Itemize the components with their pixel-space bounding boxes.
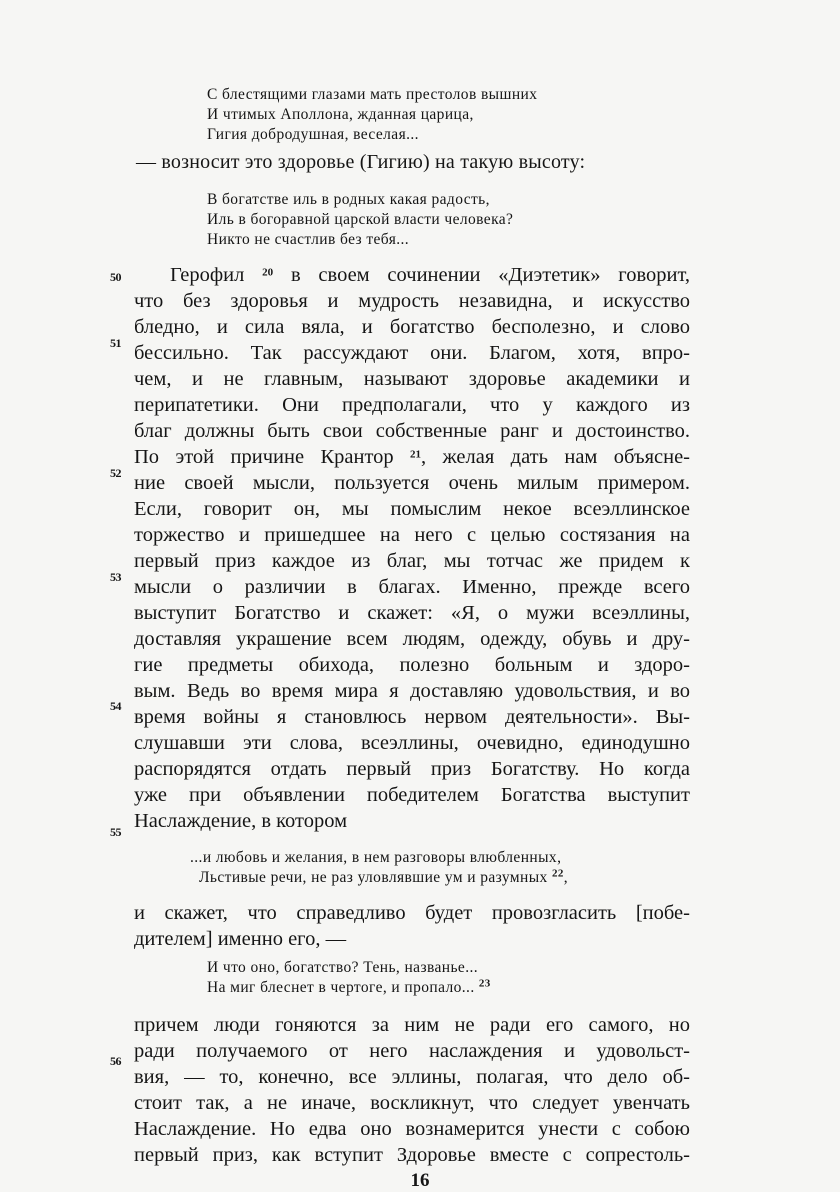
text-line: чем, и не главным, называют здоровье академики и [134, 368, 690, 390]
text-line: Наслаждение. Но едва оно вознамерится унести с собою [134, 1118, 690, 1140]
text-line: причем люди гоняются за ним не ради его самого, но [134, 1014, 690, 1036]
text-line: мысли о различии в благах. Именно, прежде всего [134, 576, 690, 598]
text-line: и скажет, что справедливо будет провозгласить [побе- [134, 902, 690, 924]
text-line: доставляя украшение всем людям, одежду, обувь и дру- [134, 628, 690, 650]
text-line: Если, говорит он, мы помыслим некое всеэллинское [134, 498, 690, 520]
verse-block-4 [207, 958, 491, 998]
margin-number: 52 [110, 466, 121, 480]
intro-line: — возносит это здоровье (Гигию) на такую высоту: [136, 151, 586, 173]
text-line: ние своей мысли, пользуется очень милым примером. [134, 472, 690, 494]
text-line: что без здоровья и мудрость незавидна, и искусство [134, 290, 690, 312]
verse-line: На миг блеснет в чертоге, и пропало... $^{23}$ [207, 977, 491, 996]
text-line: По этой причине Крантор $^{21}$, желая дать нам объясне- [134, 446, 690, 468]
footnote-ref: 23 [478, 977, 491, 990]
text-line: дителем] именно его, — [134, 928, 347, 950]
verse-line: С блестящими глазами мать престолов вышних [207, 86, 538, 103]
text-line: Наслаждение, в котором [134, 810, 348, 832]
text-line: ради получаемого от него наслаждения и удовольст- [134, 1040, 690, 1062]
verse-line: И чтимых Аполлона, жданная царица, [207, 106, 474, 123]
margin-number: 51 [110, 336, 121, 350]
margin-number: 50 [110, 270, 121, 284]
verse-line: ...и любовь и желания, в нем разговоры влюбленных, [190, 849, 562, 866]
margin-number: 54 [110, 699, 121, 713]
text-line: гие предметы обихода, полезно больным и здоро- [134, 654, 690, 676]
margin-number: 56 [110, 1054, 121, 1068]
verse-line: И что оно, богатство? Тень, названье... [207, 959, 479, 976]
text-line: первый приз, как вступит Здоровье вместе с сопрестоль- [134, 1144, 690, 1166]
margin-number: 53 [110, 570, 121, 584]
page-number: 16 [410, 1170, 430, 1191]
text-line: время войны я становлюсь нервом деятельности». Вы- [134, 706, 690, 728]
margin-number: 55 [110, 825, 121, 839]
footnote-ref: 22 [551, 867, 564, 880]
text-line: первый приз каждое из благ, мы тотчас же придем к [134, 550, 690, 572]
verse-line: Иль в богоравной царской власти человека? [207, 211, 514, 228]
text-line: торжество и пришедшее на него с целью состязания на [134, 524, 690, 546]
text-line: вым. Ведь во время мира я доставляю удовольствия, и во [134, 680, 690, 702]
text-line: бессильно. Так рассуждают они. Благом, хотя, впро- [134, 342, 690, 364]
verse-line: В богатстве иль в родных какая радость, [207, 191, 490, 208]
text-line: перипатетики. Они предполагали, что у каждого из [134, 394, 690, 416]
verse-block-3 [190, 848, 568, 888]
text-line: благ должны быть свои собственные ранг и достоинство. [134, 420, 690, 442]
text-line: бледно, и сила вяла, и богатство бесполезно, и слово [134, 316, 690, 338]
text-line: выступит Богатство и скажет: «Я, о мужи всеэллины, [134, 602, 690, 624]
text-line: вия, — то, конечно, все эллины, полагая, что дело об- [134, 1066, 690, 1088]
text-line: слушавши эти слова, всеэллины, очевидно, единодушно [134, 732, 690, 754]
verse-block-2 [207, 190, 513, 250]
footnote-ref: 21 [410, 448, 422, 461]
text-line: Герофил $^{20}$ в своем сочинении «Диэтетик» говорит, [170, 264, 691, 286]
verse-block-1 [207, 85, 537, 145]
text-line: стоит так, а не иначе, воскликнут, что следует увенчать [134, 1092, 690, 1114]
verse-line: Никто не счастлив без тебя... [207, 231, 410, 248]
verse-line: Льстивые речи, не раз уловлявшие ум и разумных $^{22}$, [199, 867, 569, 886]
verse-line: Гигия добродушная, веселая... [207, 126, 419, 143]
text-line: распорядятся отдать первый приз Богатству. Но когда [134, 758, 690, 780]
footnote-ref: 20 [262, 266, 274, 279]
text-line: уже при объявлении победителем Богатства выступит [134, 784, 690, 806]
